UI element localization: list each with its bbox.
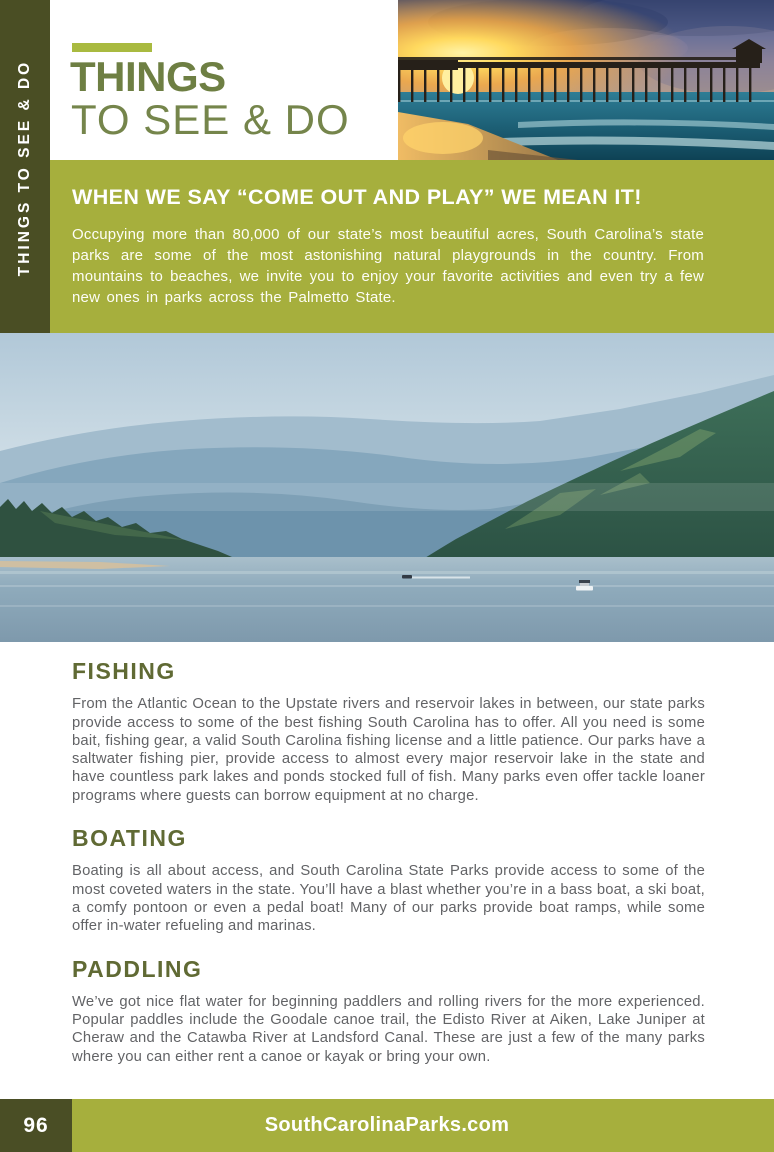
- mountain-lake-illustration: [0, 333, 774, 642]
- pier-sunset-photo: [398, 0, 774, 160]
- footer-bar: [0, 1099, 774, 1152]
- page-title-block: [50, 0, 398, 160]
- pier-sunset-illustration: [398, 0, 774, 160]
- section-fishing: [72, 642, 705, 805]
- paddling-body: We’ve got nice flat water for beginning paddlers and rolling rivers for the more experienced. Popular paddles include the Goodale canoe trail, the Edisto River at Aiken, Lake Juniper at Cheraw and the Catawba River at Landsford Canal. These are just a few of the many parks where you can either rent a canoe or kayak or bring your own.: [72, 993, 705, 1065]
- intro-banner: [50, 160, 774, 333]
- fishing-body: From the Atlantic Ocean to the Upstate rivers and reservoir lakes in between, our state parks provide access to some of the best fishing South Carolina has to offer. All you need is some bait, fishing gear, a valid South Carolina fishing license and a little patience. Our parks have a saltwater fishing pier, provide access to almost every major reservoir lake in the state and have countless park lakes and ponds stocked full of fish. Many parks even offer tackle loaner programs where guests can borrow equipment at no charge.: [72, 696, 705, 804]
- title-accent-bar: [72, 43, 152, 52]
- sidebar-vertical-label: THINGS TO SEE & DO: [16, 59, 33, 277]
- paddling-heading: PADDLING: [72, 955, 203, 982]
- fishing-heading: FISHING: [72, 658, 176, 684]
- page-number-box: [0, 1099, 72, 1152]
- banner-body: Occupying more than 80,000 of our state’s most beautiful acres, South Carolina’s state parks are some of the most astonishing natural playgrounds in the country. From mountains to beaches, we invite you to enjoy your favorite activities and even try a few new ones in parks across the Palmetto State.: [72, 225, 704, 306]
- section-paddling: [72, 957, 705, 1066]
- mountain-lake-photo: [0, 333, 774, 642]
- website-link[interactable]: SouthCarolinaParks.com: [264, 1114, 510, 1136]
- boating-heading: BOATING: [72, 825, 187, 852]
- banner-heading: WHEN WE SAY “COME OUT AND PLAY” WE MEAN IT!: [72, 185, 642, 209]
- sidebar-tab: [0, 0, 50, 333]
- page-number: 96: [23, 1113, 49, 1137]
- boating-body: Boating is all about access, and South Carolina State Parks provide access to some of the most coveted waters in the state. You’ll have a blast whether you’re in a bass boat, a ski boat, a comfy pontoon or even a pedal boat! Many of our parks provide boat ramps, while some offer in-water refueling and marinas.: [72, 863, 705, 935]
- page-title-line2: TO SEE & DO: [71, 96, 350, 143]
- content-sections: [72, 642, 705, 1087]
- page-title-line1: THINGS: [70, 53, 226, 100]
- section-boating: [72, 826, 705, 935]
